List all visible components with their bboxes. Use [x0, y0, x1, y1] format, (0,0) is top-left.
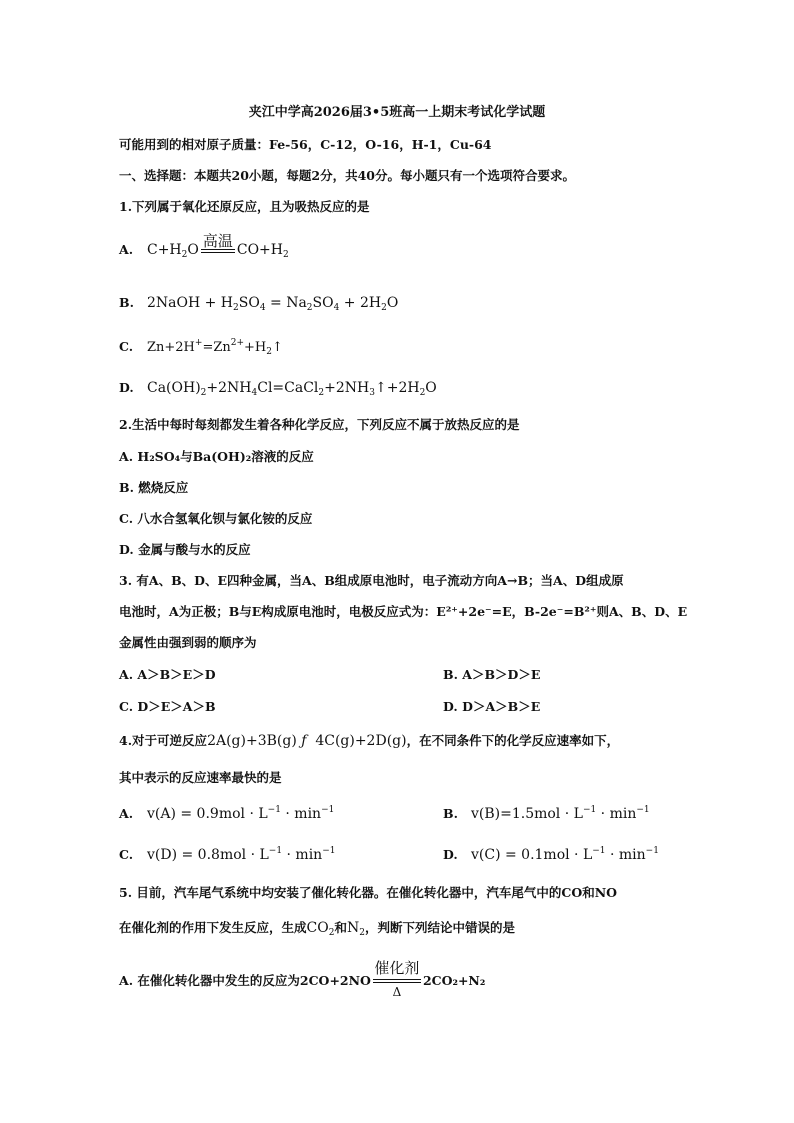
- q4-option-c: [119, 847, 335, 863]
- q2-option-d: D. 金属与酸与水的反应: [119, 542, 251, 557]
- q4-b-formula: $v(B)=1.5mol \cdot L^{-1} \cdot \min^{-1}$: [470, 805, 650, 822]
- q5-stem2-mid: 和: [334, 920, 347, 935]
- q1-b-label: B.: [119, 295, 134, 310]
- q5-a-post: 2CO₂+N₂: [422, 973, 486, 988]
- q3-option-b: B. A＞B＞D＞E: [443, 667, 541, 682]
- q4-option-d: [443, 847, 659, 863]
- page-title: 夹江中学高2026届3•5班高一上期末考试化学试题: [248, 105, 546, 120]
- q4-stem-post: ，在不同条件下的化学反应速率如下，: [406, 733, 620, 748]
- q1-a-formula: $C+H_2O$ 高温 $CO+H_2$: [146, 232, 289, 260]
- q4-equation: 2A(g)+3B(g) ƒ 4C(g)+2D(g): [207, 733, 407, 749]
- q4-option-a: [119, 806, 334, 822]
- q1-option-b: [119, 295, 398, 311]
- q1-d-label: D.: [119, 380, 134, 395]
- q5-option-a: [119, 958, 486, 999]
- q3-stem-line3: 金属性由强到弱的顺序为: [119, 635, 257, 650]
- condition-catalyst: 催化剂: [374, 958, 420, 977]
- q4-d-formula: $v(C) = 0.1mol \cdot L^{-1} \cdot \min^{-1}$: [470, 846, 659, 863]
- q5-n2: $N_2$: [346, 920, 365, 938]
- condition-high-temp: 高温: [202, 232, 233, 250]
- q5-stem2-pre: 在催化剂的作用下发生反应，生成: [119, 920, 307, 935]
- q4-a-label: A.: [119, 806, 134, 821]
- q2-option-a: A. H₂SO₄与Ba(OH)₂溶液的反应: [119, 449, 314, 464]
- q3-option-d: D. D＞A＞B＞E: [443, 699, 541, 714]
- q4-b-label: B.: [443, 806, 458, 821]
- atomic-masses: 可能用到的相对原子质量：Fe-56，C-12，O-16，H-1，Cu-64: [119, 137, 492, 152]
- q1-d-formula: $Ca(OH)_2+2NH_4Cl=CaCl_2+2NH_3↑+2H_2O$: [146, 380, 437, 398]
- q2-option-c: C. 八水合氢氧化钡与氯化铵的反应: [119, 511, 313, 526]
- q4-d-label: D.: [443, 847, 458, 862]
- q5-a-pre: A. 在催化转化器中发生的反应为2CO+2NO: [119, 973, 371, 988]
- q3-stem-line1: 3. 有A、B、D、E四种金属，当A、B组成原电池时，电子流动方向A→B；当A、D组成原: [119, 573, 624, 588]
- q1-option-d: [119, 380, 437, 396]
- q5-co2: $CO_2$: [306, 920, 335, 938]
- q4-stem-pre: 4.对于可逆反应: [119, 733, 208, 748]
- q1-stem: 1.下列属于氧化还原反应，且为吸热反应的是: [119, 199, 370, 214]
- q3-option-c: C. D＞E＞A＞B: [119, 699, 216, 714]
- condition-heat: Δ: [392, 984, 402, 999]
- section-heading: 一、选择题：本题共20小题，每题2分，共40分。每小题只有一个选项符合要求。: [119, 168, 575, 183]
- q1-c-formula: $Zn+2H^+=Zn^{2+}+H_2↑$: [146, 338, 283, 357]
- q2-stem: 2.生活中每时每刻都发生着各种化学反应，下列反应不属于放热反应的是: [119, 417, 520, 432]
- q1-c-label: C.: [119, 339, 134, 354]
- q4-stem-line1: [119, 733, 619, 749]
- reaction-condition-arrow: [201, 233, 235, 253]
- q4-c-formula: $v(D) = 0.8mol \cdot L^{-1} \cdot \min^{-1}$: [146, 846, 336, 863]
- q4-stem-line2: 其中表示的反应速率最快的是: [119, 770, 282, 785]
- q4-c-label: C.: [119, 847, 134, 862]
- q4-a-formula: $v(A) = 0.9mol \cdot L^{-1} \cdot \min^{-1}$: [146, 805, 335, 822]
- q2-option-b: B. 燃烧反应: [119, 480, 189, 495]
- q1-option-c: [119, 339, 283, 356]
- q1-a-label: A.: [119, 242, 134, 257]
- q5-stem2-post: ，判断下列结论中错误的是: [364, 920, 515, 935]
- q3-stem-line2: 电池时，A为正极；B与E构成原电池时，电极反应式为：E²⁺+2e⁻=E，B-2e⁻=B²⁺则A、B、D、E: [119, 604, 688, 619]
- q3-option-a: A. A＞B＞E＞D: [119, 667, 216, 682]
- q5-stem-line1: 5. 目前，汽车尾气系统中均安装了催化转化器。在催化转化器中，汽车尾气中的CO和NO: [119, 885, 618, 900]
- q4-option-b: [443, 806, 650, 822]
- catalyst-condition-arrow: [373, 958, 421, 999]
- q1-option-a: [119, 232, 289, 260]
- q1-b-formula: 2NaOH + $H_2SO_4 = Na_2SO_4 + 2H_2O$: [146, 295, 399, 313]
- q5-stem-line2: [119, 920, 515, 936]
